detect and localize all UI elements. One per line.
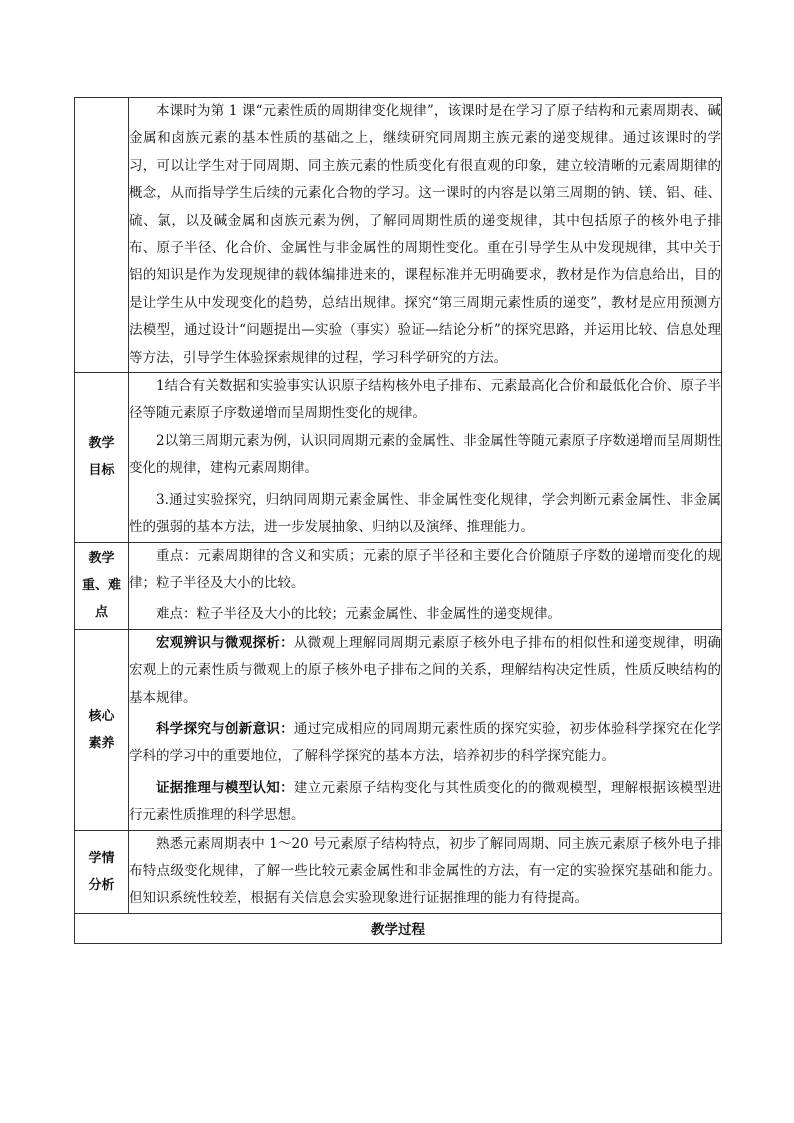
literacy-item-2-title: 科学探究与创新意识： [156, 720, 294, 737]
key-points-row [75, 542, 722, 629]
key-points-label-line3: 点 [94, 605, 108, 621]
key-points-label-line2: 重、难 [81, 578, 121, 594]
literacy-row [75, 629, 722, 830]
literacy-item-2-text: 通过完成相应的同周期元素性质的探究实验，初步体验科学探究在化学学科的学习中的重要地位，了解科学探究的基本方法，培养初步的科学探究能力。 [129, 720, 721, 765]
key-point-text: 重点：元素周期律的含义和实质；元素的原子半径和主要化合价随原子序数的递增而变化的规律；粒子半径及大小的比较。 [129, 547, 721, 591]
literacy-item-3 [129, 775, 721, 830]
objectives-label-line2: 目标 [88, 463, 115, 479]
intro-row [75, 98, 722, 373]
analysis-row [75, 830, 722, 913]
literacy-item-3-title: 证据推理与模型认知： [156, 779, 294, 796]
key-points-cell [129, 542, 722, 629]
intro-cell [129, 98, 722, 373]
literacy-item-1 [129, 630, 721, 712]
intro-label-cell [75, 98, 129, 373]
literacy-item-2 [129, 716, 721, 771]
analysis-label-line2: 分析 [88, 877, 115, 893]
literacy-item-1-title: 宏观辨识与微观探析： [156, 634, 294, 651]
literacy-item-1-text: 从微观上理解同周期元素原子核外电子排布的相似性和递变规律，明确宏观上的元素性质与微观上的原子核外电子排布之间的关系，理解结构决定性质，性质反映结构的基本规律。 [129, 634, 721, 706]
objectives-cell [129, 373, 722, 542]
objectives-label-line1: 教学 [88, 436, 115, 452]
analysis-label [75, 830, 129, 913]
objectives-label [75, 373, 129, 542]
process-heading: 教学过程 [75, 913, 722, 943]
literacy-cell [129, 629, 722, 830]
lesson-plan-table [74, 97, 722, 944]
analysis-cell [129, 830, 722, 913]
process-row [75, 913, 722, 943]
intro-text: 本课时为第 1 课“元素性质的周期律变化规律”，该课时是在学习了原子结构和元素周期表、碱金属和卤族元素的基本性质的基础之上，继续研究同周期主族元素的递变规律。通过该课时的学习，可以让学生对于同周期、同主族元素的性质变化有很直观的印象，建立较清晰的元素周期律的概念，从而指导学生后续的元素化合物的学习。这一课时的内容是以第三周期的钠、镁、铝、硅、硫、氯，以及碱金属和卤族元素为例，了解同周期性质的递变规律，其中包括原子的核外电子排布、原子半径、化合价、金属性与非金属性的周期性变化。重在引导学生从中发现规律，其中关于铝的知识是作为发现规律的载体编排进来的，课程标准并无明确要求，教材是作为信息给出，目的是让学生从中发现变化的趋势，总结出规律。探究“第三周期元素性质的递变”，教材是应用预测方法模型，通过设计“问题提出—实验（事实）验证—结论分析”的探究思路，并运用比较、信息处理等方法，引导学生体验探索规律的过程，学习科学研究的方法。 [129, 103, 721, 366]
objectives-row [75, 373, 722, 542]
objective-item-1: 1结合有关数据和实验事实认识原子结构核外电子排布、元素最高化合价和最低化合价、原子半径等随元素原子序数递增而呈周期性变化的规律。 [129, 378, 721, 422]
analysis-label-line1: 学情 [88, 850, 115, 866]
literacy-label-line1: 核心 [88, 708, 115, 724]
objective-item-2: 2以第三周期元素为例，认识同周期元素的金属性、非金属性等随元素原子序数递增而呈周期性变化的规律，建构元素周期律。 [129, 432, 721, 477]
objective-item-3: 3.通过实验探究，归纳同周期元素金属性、非金属性变化规律，学会判断元素金属性、非金属性的强弱的基本方法，进一步发展抽象、归纳以及演绎、推理能力。 [129, 491, 721, 536]
analysis-text: 熟悉元素周期表中 1～20 号元素原子结构特点，初步了解同周期、同主族元素原子核外电子排布特点级变化规律，了解一些比较元素金属性和非金属性的方法，有一定的实验探究基础和能力。但知识系统性较差，根据有关信息会实验现象进行证据推理的能力有待提高。 [129, 835, 721, 907]
key-points-label-line1: 教学 [88, 551, 115, 567]
literacy-label-line2: 素养 [88, 735, 115, 751]
literacy-label [75, 629, 129, 830]
key-points-label [75, 542, 129, 629]
literacy-item-3-text: 建立元素原子结构变化与其性质变化的的微观模型，理解根据该模型进行元素性质推理的科学思想。 [129, 779, 721, 824]
difficult-point-text: 难点：粒子半径及大小的比较；元素金属性、非金属性的递变规律。 [156, 606, 561, 623]
